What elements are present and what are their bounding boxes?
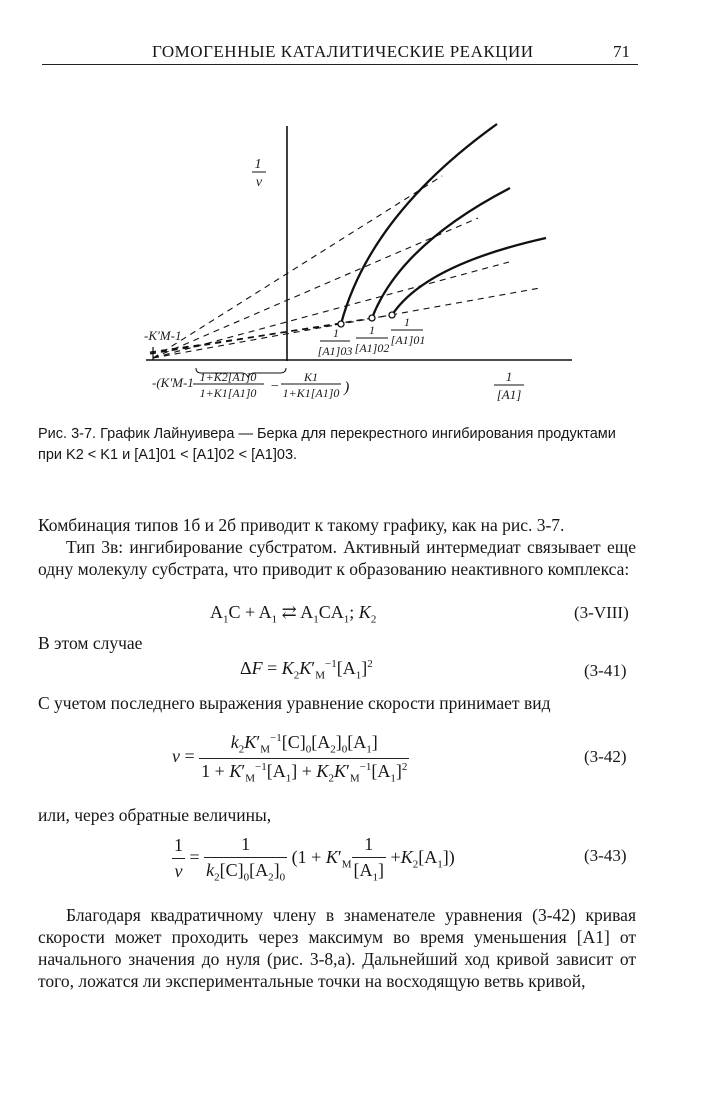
equation-3-43: $\frac{1}{v}$ = $\frac{1}{k_2[C]_0[A_2]_0}$ ($1 + K'_M$ $\frac{1}{[A_1]}$ $+K_2[A_1]$) xyxy=(174,834,455,884)
curve-a1-01 xyxy=(392,238,546,315)
intercept-frac2-den: 1+K1[A1]0 xyxy=(282,386,340,400)
lineweaver-burk-figure xyxy=(0,110,702,420)
point-label-3-den: [A1]01 xyxy=(390,333,426,347)
intercept-minus: − xyxy=(270,379,280,394)
point-label-1-num: 1 xyxy=(333,326,339,340)
point-label-2-num: 1 xyxy=(369,323,375,337)
equation-3-42: v = $\frac{k_2K'_M^{-1}[C]_0[A_2]_0[A_1]}{1 + K'_M^{-1}[A_1] + K_2K'_M^{-1}[A_1]^2}$ xyxy=(172,732,408,785)
point-label-3-num: 1 xyxy=(404,315,410,329)
point-a1-01 xyxy=(389,312,395,318)
equation-number-3-viii: (3-VIII) xyxy=(574,603,629,622)
paragraph-2-text: ингибирование субстратом. Активный интермедиат связывает еще одну молекулу субстрата, что приводит к образованию неактивного комплекса: xyxy=(38,537,636,579)
dashed-line-1 xyxy=(153,176,442,358)
header-title: ГОМОГЕННЫЕ КАТАЛИТИЧЕСКИЕ РЕАКЦИИ xyxy=(152,42,534,61)
type-label: Тип 3в: xyxy=(66,537,124,557)
equation-3-viii: $A_1C + A_1$ ⇄ $A_1CA_1$; $K_2$ xyxy=(210,602,377,626)
page-number: 71 xyxy=(613,42,630,61)
intercept-expr-prefix: -(K'M-1 xyxy=(152,375,194,390)
left-intercept-label: -K'M-1 xyxy=(144,328,182,343)
x-axis-label-den: [A1] xyxy=(496,387,522,402)
intercept-frac2-num: K1 xyxy=(303,370,319,384)
intercept-frac1-den: 1+K1[A1]0 xyxy=(199,386,257,400)
paragraph-6: Благодаря квадратичному члену в знаменателе уравнения (3-42) кривая скорости может проходить через максимум во время уменьшения [A1] от начального значения до нуля (рис. 3-8,а). Дальнейший ход кривой зависит от того, ложатся ли экспериментальные точки на восходящую ветвь кривой, xyxy=(38,905,636,991)
paragraph-1: Комбинация типов 1б и 2б приводит к такому графику, как на рис. 3-7. xyxy=(38,515,565,535)
running-header xyxy=(42,40,638,65)
paragraph-4: С учетом последнего выражения уравнение скорости принимает вид xyxy=(38,693,551,713)
curve-a1-03 xyxy=(341,124,497,324)
point-label-1-den: [A1]03 xyxy=(317,344,353,358)
intercept-frac1-num: 1+K2[A1]0 xyxy=(199,370,257,384)
x-axis-label-num: 1 xyxy=(505,369,513,384)
intercept-close: ) xyxy=(344,379,350,396)
dashed-line-2 xyxy=(153,218,478,358)
y-axis-label-num: 1 xyxy=(254,157,262,172)
equation-number-3-42: (3-42) xyxy=(584,747,627,766)
equation-3-41: $\Delta F = K_2K'_M^{-1}[A_1]^2$ xyxy=(240,658,373,682)
paragraph-2 xyxy=(38,536,636,580)
paragraph-3: В этом случае xyxy=(38,633,143,653)
y-axis-label-den: v xyxy=(255,175,263,190)
figure-caption: Рис. 3-7. График Лайнуивера — Берка для перекрестного ингибирования продуктами при K2 < K1 и [A1]01 < [A1]02 < [A1]03. xyxy=(38,426,616,463)
point-a1-02 xyxy=(369,315,375,321)
equation-number-3-43: (3-43) xyxy=(584,846,627,865)
equation-number-3-41: (3-41) xyxy=(584,661,627,680)
point-label-2-den: [A1]02 xyxy=(354,341,390,355)
paragraph-5: или, через обратные величины, xyxy=(38,805,272,825)
